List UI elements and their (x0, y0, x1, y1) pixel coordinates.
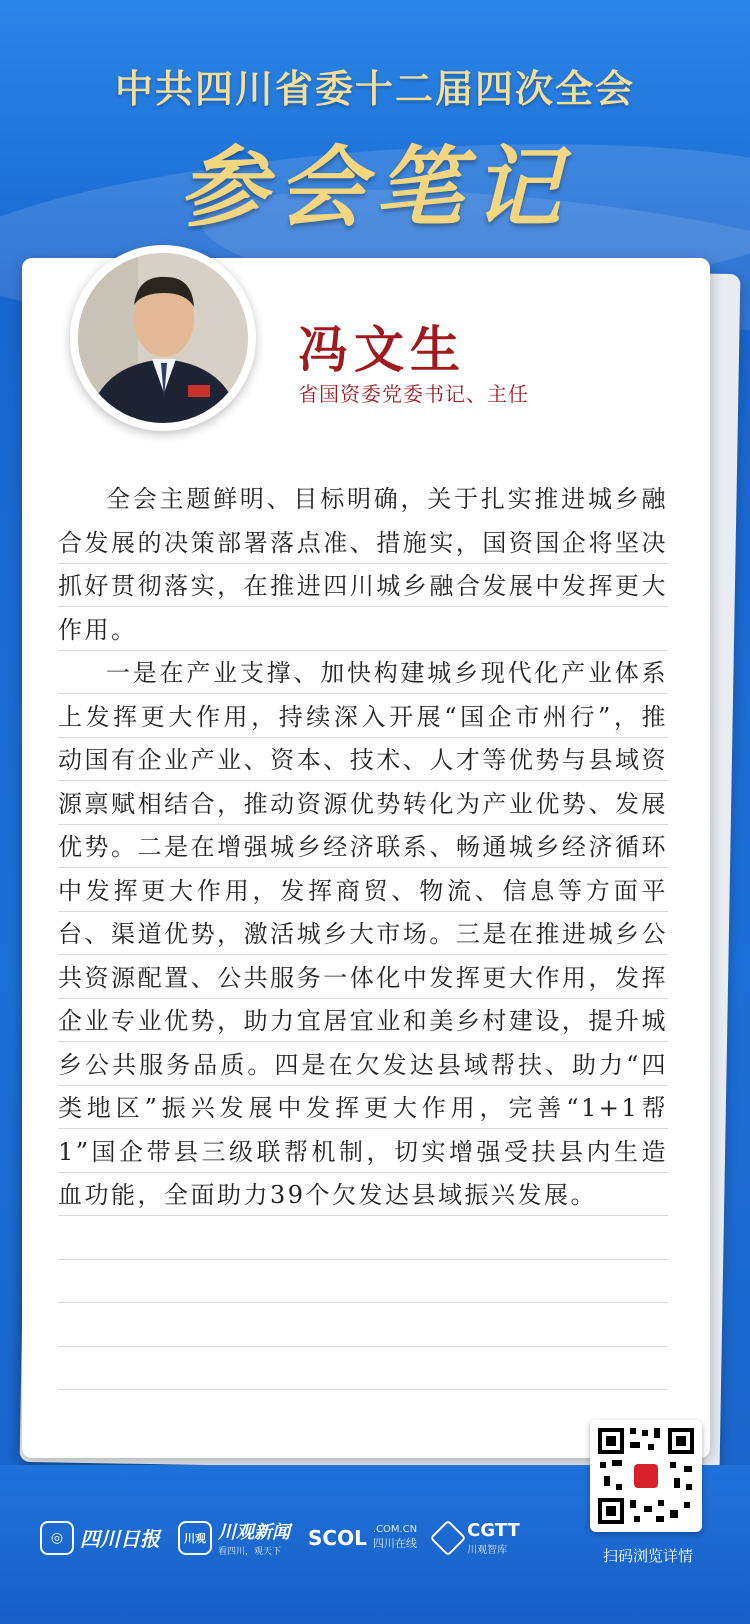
person-position: 省国资委党委书记、主任 (298, 382, 529, 406)
chuanguan-news-logo (178, 1518, 290, 1557)
chuanguan-slogan: 看四川，观天下 (218, 1547, 282, 1557)
chuanguan-news-label: 川观新闻 (218, 1522, 290, 1543)
cgtt-logo (435, 1520, 520, 1556)
scol-logo (308, 1524, 417, 1551)
scol-domain: .COM.CN (372, 1524, 418, 1535)
cgtt-name: 川观智库 (467, 1544, 508, 1556)
chuanguan-icon: 川观 (178, 1521, 212, 1555)
person-name: 冯文生 (298, 320, 466, 379)
article-paragraph: 一是在产业支撑、加快构建城乡现代化产业体系上发挥更大作用，持续深入开展“国企市州行”，推动国有企业产业、资本、技术、人才等优势与县域资源禀赋相结合，推动资源优势转化为产业优势、发展优势。二是在增强城乡经济联系、畅通城乡经济循环中发挥更大作用，发挥商贸、物流、信息等方面平台、渠道优势，激活城乡大市场。三是在推进城乡公共资源配置、公共服务一体化中发挥更大作用，发挥企业专业优势，助力宜居宜业和美乡村建设，提升城乡公共服务品质。四是在欠发达县域帮扶、助力“四类地区”振兴发展中发挥更大作用，完善“1+1帮1”国企带县三级联帮机制，切实增强受扶县内生造血功能，全面助力39个欠发达县域振兴发展。 (58, 659, 668, 1209)
ruled-line (58, 1216, 668, 1260)
ruled-line (58, 1303, 668, 1347)
qr-code[interactable] (590, 1420, 702, 1532)
avatar (78, 253, 248, 423)
qr-caption: 扫码浏览详情 (602, 1547, 693, 1565)
ruled-line (58, 1260, 668, 1304)
header-subtitle: 中共四川省委十二届四次全会 (114, 66, 635, 111)
scol-label: SCOL (308, 1525, 367, 1550)
ruled-line (58, 1347, 668, 1391)
article-body (58, 478, 668, 1218)
sichuan-daily-icon: ◎ (40, 1521, 74, 1555)
portrait-image (78, 253, 248, 423)
sichuan-daily-label: 四川日报 (80, 1527, 160, 1551)
cgtt-label: CGTT (467, 1519, 520, 1541)
footer-logos (40, 1518, 520, 1557)
scol-name: 四川在线 (372, 1537, 417, 1550)
qr-code-icon (590, 1420, 702, 1532)
cgtt-icon (430, 1519, 467, 1556)
header-title: 参会笔记 (178, 135, 571, 239)
sichuan-daily-logo (40, 1521, 160, 1555)
article-paragraph: 全会主题鲜明、目标明确，关于扎实推进城乡融合发展的决策部署落点准、措施实，国资国企将坚决抓好贯彻落实，在推进四川城乡融合发展中发挥更大作用。 (58, 485, 668, 644)
